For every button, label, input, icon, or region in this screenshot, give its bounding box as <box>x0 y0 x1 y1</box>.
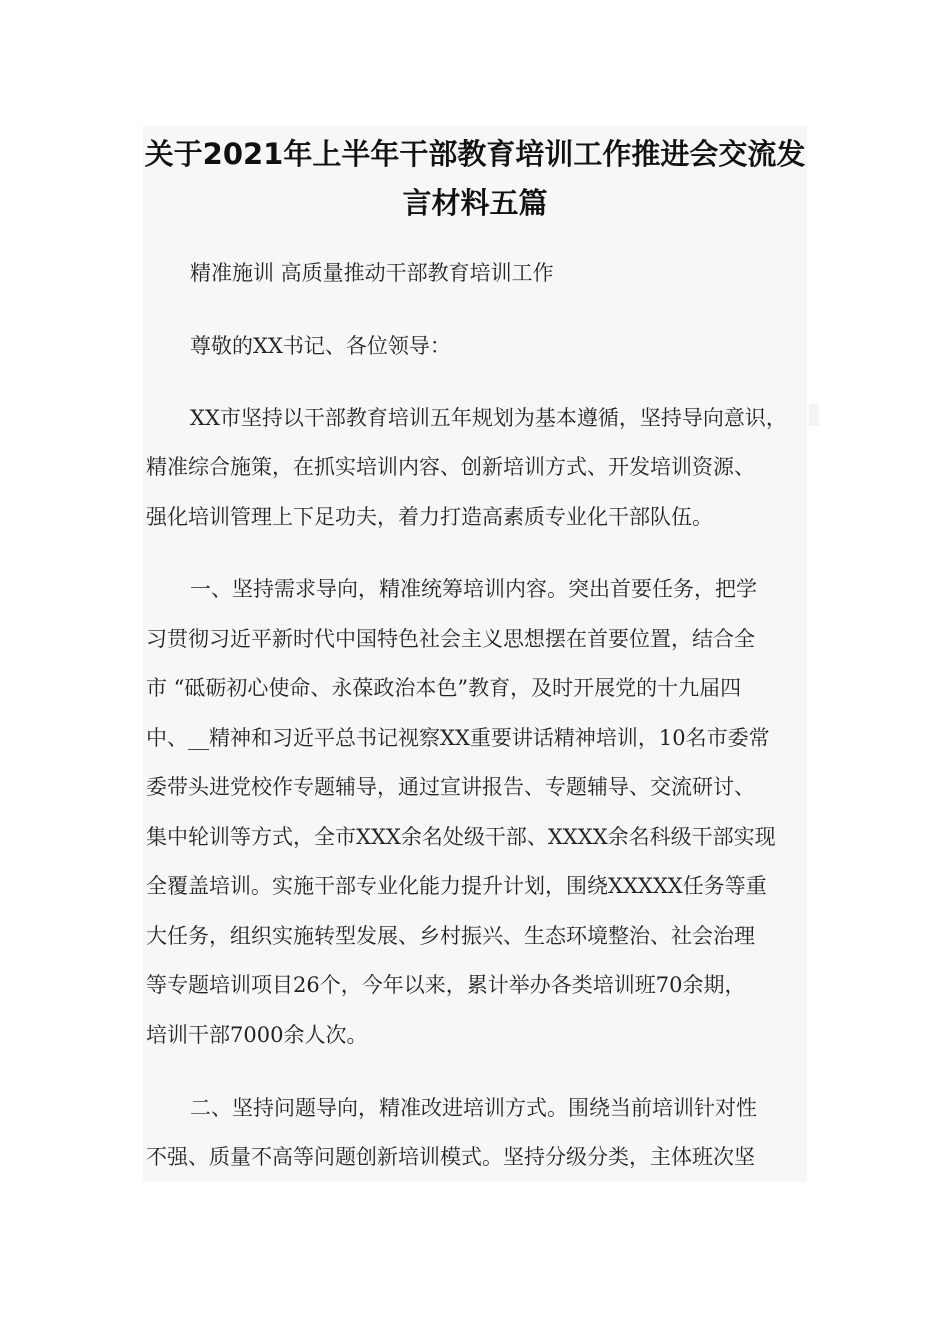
section1-line: 委带头进党校作专题辅导，通过宣讲报告、专题辅导、交流研讨、 <box>146 775 755 799</box>
salutation: 尊敬的XX书记、各位领导： <box>190 334 451 358</box>
section1-line: 大任务，组织实施转型发展、乡村振兴、生态环境整治、社会治理 <box>146 924 755 948</box>
section1-line: 全覆盖培训。实施干部专业化能力提升计划，围绕XXXXX任务等重 <box>146 874 767 898</box>
section1-line: 集中轮训等方式，全市XXX余名处级干部、XXXX余名科级干部实现 <box>146 825 776 849</box>
section1-line: 习贯彻习近平新时代中国特色社会主义思想摆在首要位置，结合全 <box>146 627 755 651</box>
section1-line: 市 “砥砺初心使命、永葆政治本色”教育，及时开展党的十九届四 <box>146 676 742 700</box>
section1-line: 一、坚持需求导向，精准统筹培训内容。突出首要任务，把学 <box>190 577 757 601</box>
document-title-line-1: 关于2021年上半年干部教育培训工作推进会交流发 <box>144 137 806 171</box>
document-title-line-2: 言材料五篇 <box>402 186 548 220</box>
section1-line: 培训干部7000余人次。 <box>146 1023 368 1047</box>
section1-line: 中、__精神和习近平总书记视察XX重要讲话精神培训，10名市委常 <box>146 726 770 750</box>
section2-line: 不强、质量不高等问题创新培训模式。坚持分级分类，主体班次坚 <box>146 1145 755 1169</box>
intro-line: 精准综合施策，在抓实培训内容、创新培训方式、开发培训资源、 <box>146 455 755 479</box>
section2-line: 二、坚持问题导向，精准改进培训方式。围绕当前培训针对性 <box>190 1096 757 1120</box>
section1-line: 等专题培训项目26个，今年以来，累计举办各类培训班70余期， <box>146 973 746 997</box>
intro-line: XX市坚持以干部教育培训五年规划为基本遵循，坚持导向意识， <box>190 406 787 430</box>
intro-line: 强化培训管理上下足功夫，着力打造高素质专业化干部队伍。 <box>146 505 713 529</box>
subtitle: 精准施训 高质量推动干部教育培训工作 <box>190 261 554 285</box>
margin-mark <box>809 404 819 426</box>
